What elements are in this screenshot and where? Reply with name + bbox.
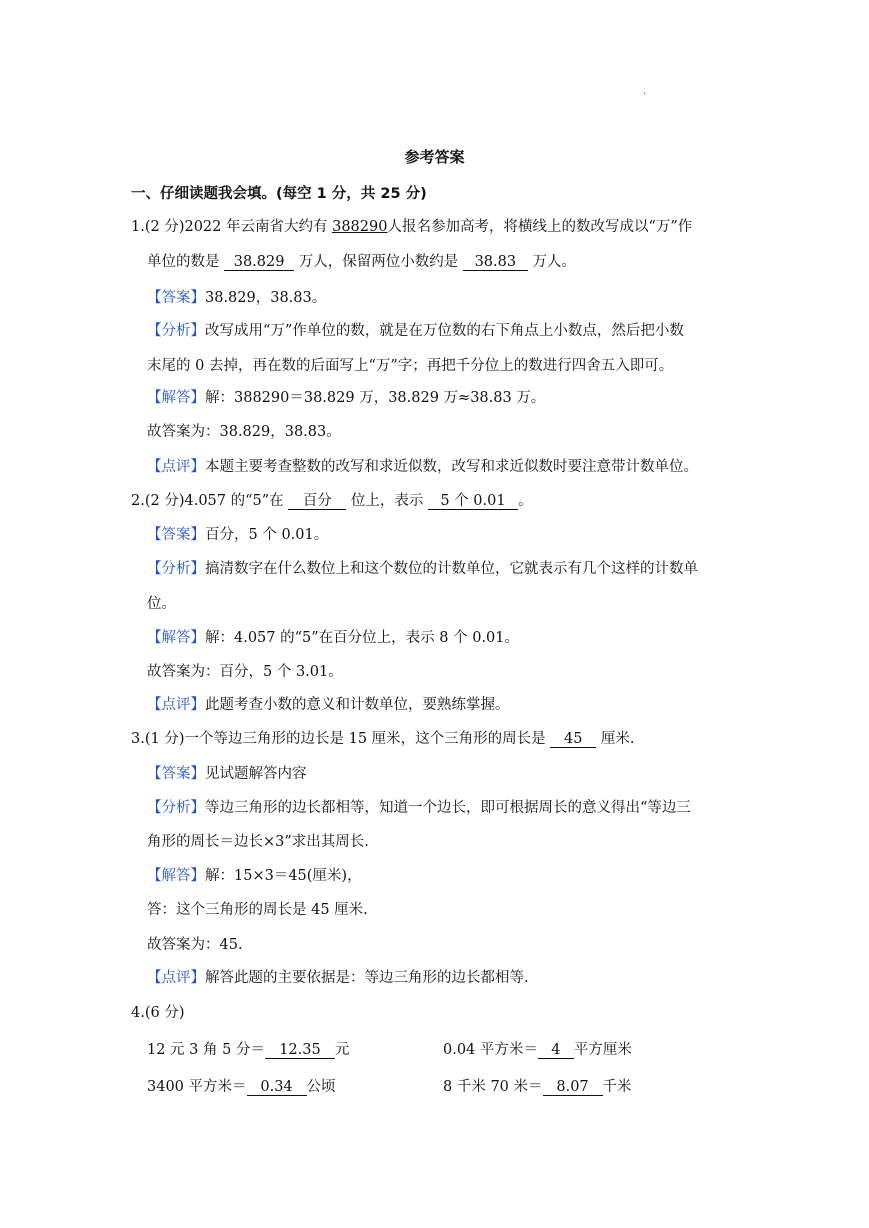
q4-item-2-pre: 0.04 平方米＝ — [443, 1042, 538, 1058]
q3-answer — [147, 762, 307, 783]
q4-item-1-blank: 12.35 — [265, 1042, 335, 1059]
q3-line1 — [131, 727, 634, 748]
q1-line2-b: 万人，保留两位小数约是 — [298, 254, 459, 270]
q4-item-2-post: 平方厘米 — [573, 1042, 632, 1058]
answer-tag: 【答案】 — [147, 527, 205, 543]
q2-comment-text: 此题考查小数的意义和计数单位，要熟练掌握。 — [205, 697, 510, 713]
page-title: 参考答案 — [404, 148, 465, 166]
q1-comment-text: 本题主要考查整数的改写和求近似数，改写和求近似数时要注意带计数单位。 — [205, 459, 698, 475]
q4-item-3-blank: 0.34 — [247, 1079, 307, 1096]
comment-tag: 【点评】 — [147, 459, 205, 475]
q2-text-b: 位上，表示 — [350, 493, 424, 509]
q2-solution-text: 解：4.057 的“5”在百分位上，表示 8 个 0.01。 — [205, 630, 520, 646]
q4-item-2 — [443, 1038, 632, 1059]
q3-final: 故答案为：45. — [147, 937, 243, 953]
q4-item-3-post: 公顷 — [306, 1079, 336, 1095]
header-dot: . — [643, 86, 647, 97]
q3-reply: 答：这个三角形的周长是 45 厘米. — [147, 902, 368, 918]
q2-blank-2: 5 个 0.01 — [428, 493, 518, 510]
section-heading: 一、仔细读题我会填。(每空 1 分，共 25 分) — [131, 186, 427, 202]
q4-item-1-pre: 12 元 3 角 5 分＝ — [147, 1042, 265, 1058]
q3-text-a: 3.(1 分)一个等边三角形的边长是 15 厘米，这个三角形的周长是 — [131, 731, 546, 747]
q2-text-a: 2.(2 分)4.057 的“5”在 — [131, 493, 284, 509]
solution-tag: 【解答】 — [147, 868, 205, 884]
q2-answer — [147, 523, 328, 544]
q4-item-3-pre: 3400 平方米＝ — [147, 1079, 247, 1095]
q1-underlined-number: 388290 — [332, 219, 388, 235]
q2-blank-1: 百分 — [288, 493, 346, 510]
q3-answer-text: 见试题解答内容 — [205, 766, 307, 782]
answer-tag: 【答案】 — [147, 290, 205, 306]
q1-line1 — [131, 215, 692, 236]
q3-analysis-1 — [147, 796, 691, 817]
q4-number: 4.(6 分) — [131, 1005, 185, 1021]
analysis-tag: 【分析】 — [147, 800, 205, 816]
comment-tag: 【点评】 — [147, 970, 205, 986]
q2-final: 故答案为：百分，5 个 3.01。 — [147, 664, 343, 680]
q1-answer — [147, 286, 326, 307]
q3-blank: 45 — [550, 731, 596, 748]
q2-text-c: 。 — [517, 493, 533, 509]
q1-analysis-1 — [147, 319, 684, 340]
q1-blank-2: 38.83 — [463, 254, 528, 271]
q3-solution-text: 解：15×3＝45(厘米)， — [205, 868, 362, 884]
q4-item-1 — [147, 1038, 349, 1059]
q1-blank-1: 38.829 — [224, 254, 294, 271]
q1-final: 故答案为：38.829，38.83。 — [147, 424, 341, 440]
q4-item-3 — [147, 1075, 336, 1096]
q2-analysis-text-1: 搞清数字在什么数位上和这个数位的计数单位，它就表示有几个这样的计数单 — [205, 561, 698, 577]
analysis-tag: 【分析】 — [147, 561, 205, 577]
q3-text-b: 厘米. — [600, 731, 635, 747]
q2-answer-text: 百分，5 个 0.01。 — [205, 527, 329, 543]
q1-line2-c: 万人。 — [532, 254, 576, 270]
solution-tag: 【解答】 — [147, 630, 205, 646]
q4-item-4 — [443, 1075, 632, 1096]
answer-tag: 【答案】 — [147, 766, 205, 782]
q1-solution-text: 解：388290＝38.829 万，38.829 万≈38.83 万。 — [205, 390, 546, 406]
q3-analysis-text-1: 等边三角形的边长都相等，知道一个边长，即可根据周长的意义得出“等边三 — [205, 800, 691, 816]
q1-text: 人报名参加高考，将横线上的数改写成以“万”作 — [387, 219, 693, 235]
q2-line1 — [131, 489, 532, 510]
q2-analysis-1 — [147, 557, 698, 578]
q1-analysis-text-1: 改写成用“万”作单位的数，就是在万位数的右下角点上小数点，然后把小数 — [205, 323, 684, 339]
q4-item-4-blank: 8.07 — [543, 1079, 603, 1096]
q2-analysis-2: 位。 — [147, 596, 176, 612]
q3-comment — [147, 966, 529, 987]
q4-item-4-pre: 8 千米 70 米＝ — [443, 1079, 543, 1095]
solution-tag: 【解答】 — [147, 390, 205, 406]
q3-solution — [147, 864, 362, 885]
q4-item-4-post: 千米 — [602, 1079, 632, 1095]
analysis-tag: 【分析】 — [147, 323, 205, 339]
q1-line2 — [147, 250, 576, 271]
q2-solution — [147, 626, 519, 647]
q1-comment — [147, 455, 698, 476]
q3-analysis-2: 角形的周长＝边长×3”求出其周长. — [147, 834, 369, 850]
q1-number: 1.(2 分)2022 年云南省大约有 — [131, 219, 328, 235]
q1-analysis-2: 末尾的 0 去掉，再在数的后面写上“万”字；再把千分位上的数进行四舍五入即可。 — [147, 358, 674, 374]
q1-answer-text: 38.829，38.83。 — [205, 290, 327, 306]
comment-tag: 【点评】 — [147, 697, 205, 713]
q1-solution — [147, 386, 545, 407]
q2-comment — [147, 693, 510, 714]
q3-comment-text: 解答此题的主要依据是：等边三角形的边长都相等. — [205, 970, 529, 986]
q4-item-1-post: 元 — [334, 1042, 350, 1058]
q4-item-2-blank: 4 — [538, 1042, 574, 1059]
q1-line2-a: 单位的数是 — [147, 254, 220, 270]
